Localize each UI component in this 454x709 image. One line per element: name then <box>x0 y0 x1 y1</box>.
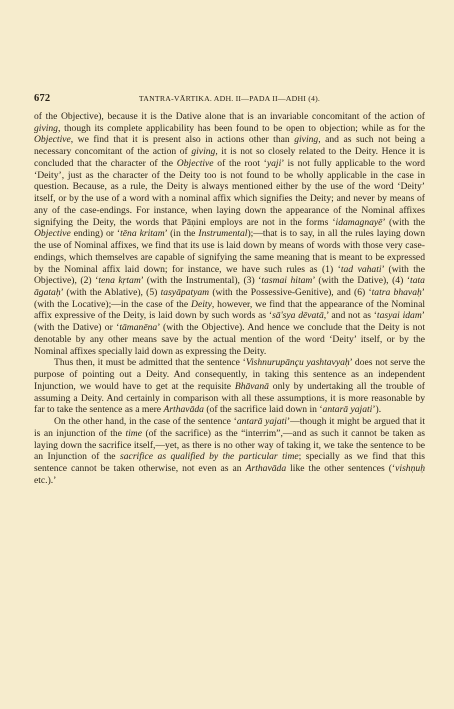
italic-run: Objective <box>34 228 71 240</box>
italic-run: tasyāpatyam <box>160 287 210 299</box>
text-run: Thus then, it must be admitted that the sentence ‘ <box>54 357 246 369</box>
text-run: , however, we find that the appearance of the Nominal affix expressive of the Deity, is laid down by such words as ‘ <box>34 298 425 322</box>
italic-run: Deity <box>191 298 212 310</box>
paragraph-3 <box>34 416 425 486</box>
italic-run: vishṇuḥ <box>395 463 425 475</box>
text-run: ’ (with the Dative), (4) ‘ <box>312 275 411 287</box>
running-header <box>34 93 425 107</box>
text-run: only by undertaking all the trouble of assuming a Deity. And certainly in comparison with all these assumptions, it is more reasonable by far to take the sentence as a mere <box>34 380 425 416</box>
italic-run: idamagnayē <box>335 216 383 228</box>
text-run: ’ does not serve the purpose of pointing out a Deity. And consequently, in taking this sentence as an independent Injunction, we would have to get at the requisite <box>34 357 425 392</box>
text-run: etc.).’ <box>34 474 57 486</box>
text-run: (of the sacrifice) as the “interrim”,—and as such it cannot be taken as laying down the sacrifice itself,—yet, as there is no other way of taking it, we take the sentence to be an Injunction of the <box>34 427 425 463</box>
text-run: (with the Possessive-Genitive), and (6) ‘ <box>209 287 372 299</box>
italic-run: giving <box>191 146 216 158</box>
text-run: ’ (with the Locative);—in the case of the <box>34 287 425 310</box>
italic-run: sacrifice as qualified by the particular time <box>120 451 299 463</box>
italic-run: antarā yajati <box>236 416 287 428</box>
italic-run: yaji <box>266 157 282 169</box>
italic-run: tāmanēna <box>119 322 158 334</box>
text-run: ’ (with the Objective). And hence we conclude that the Deity is not denotable by any other means save by the actual mention of the word ‘Deity’ itself, or by the Nominal affixes specially laid down as expressing the Deity. <box>34 322 425 357</box>
italic-run: tatra bhavaḥ <box>371 287 422 299</box>
paragraph-2 <box>34 357 425 416</box>
text-run: , it is not so closely related to the Deity. Hence it is concluded that the character of the <box>34 146 425 169</box>
italic-run: Arthavāda <box>163 404 204 416</box>
italic-run: Objective <box>176 157 214 169</box>
text-run: ’—though it might be argued that it is an injunction of the <box>34 416 425 439</box>
running-title: TANTRA-VĀRTIKA. ADH. II—PADA II—ADHI (4). <box>138 94 321 103</box>
text-run: On the other hand, in the case of the sentence ‘ <box>54 416 237 428</box>
text-run: ’ (with the Dative) or ‘ <box>34 310 425 334</box>
text-run: ’ (with the Instrumental), (3) ‘ <box>140 275 262 287</box>
text-run: ’ (with the Objective), (2) ‘ <box>34 263 425 287</box>
italic-run: Arthavāda <box>245 463 287 475</box>
page-number: 672 <box>34 93 51 104</box>
italic-run: giving <box>294 134 319 146</box>
text-run: );—that is to say, in all the rules laying down the use of Nominal affixes, we find that its use is laid down by means of words with those very case-endings, which themselves are capable of signifying the same meaning that is meant to be expressed by the Nominal affix laid down; for instance, we have such rules as (1) ‘ <box>34 228 425 275</box>
italic-run: Instrumental <box>198 228 248 240</box>
paragraph-1 <box>34 111 425 357</box>
italic-run: Bhāvanā <box>234 380 269 392</box>
text-run: ’ is not fully applicable to the word ‘Deity’, just as the character of the Deity too is not found to be wholly applicable in the case in question. Because, as a rule, the Deity is always mentioned either by the use of the word ‘Deity’ itself, or by the use of a word with a nominal affix which signifies the Deity; and never by means of any of the case-endings. For instance, when laying down the appearance of the Nominal affixes signifying the Deity, the words that Pāṇini employs are not in the forms ‘ <box>34 157 425 228</box>
italic-run: Vishnurupānçu yashtavyaḥ <box>245 357 350 369</box>
italic-run: tata āgataḥ <box>34 275 425 299</box>
italic-run: tad vahati <box>340 263 382 275</box>
italic-run: tasyai idam <box>376 310 422 322</box>
text-run: (of the sacrifice laid down in ‘ <box>203 404 323 416</box>
text-run: ; specially as we find that this sentence cannot be taken otherwise, not even as an <box>34 451 426 475</box>
italic-run: sā'sya dēvatā <box>272 310 324 322</box>
italic-run: tena kṛtam <box>98 275 141 287</box>
text-run: ’ (with the Ablative), (5) <box>60 287 161 299</box>
text-run: , we find that it is present also in actions other than <box>70 134 295 146</box>
italic-run: time <box>125 427 142 439</box>
text-run: , and as such not being a necessary concomitant of the action of <box>34 134 425 158</box>
italic-run: giving <box>34 122 58 134</box>
text-run: of the Objective), because it is the Dative alone that is an invariable concomitant of the action of <box>34 111 425 122</box>
text-run: ’). <box>372 404 382 416</box>
text-run: ’ (in the <box>164 228 199 240</box>
italic-run: antarā yajati <box>322 404 373 416</box>
text-run: , though its complete applicability has been found to be open to objection; while as for the <box>57 122 425 134</box>
italic-run: tasmai hitam <box>261 275 313 287</box>
italic-run: Objective <box>34 134 71 146</box>
text-run: of the root ‘ <box>213 157 267 169</box>
body-text <box>34 111 425 487</box>
text-run: ,’ and not as ‘ <box>323 310 377 322</box>
italic-run: tēna kritam <box>120 228 165 240</box>
text-run: like the other sentences (‘ <box>286 463 396 475</box>
text-run: ending) or ‘ <box>70 228 121 240</box>
text-run: ’ (with the <box>382 216 425 228</box>
